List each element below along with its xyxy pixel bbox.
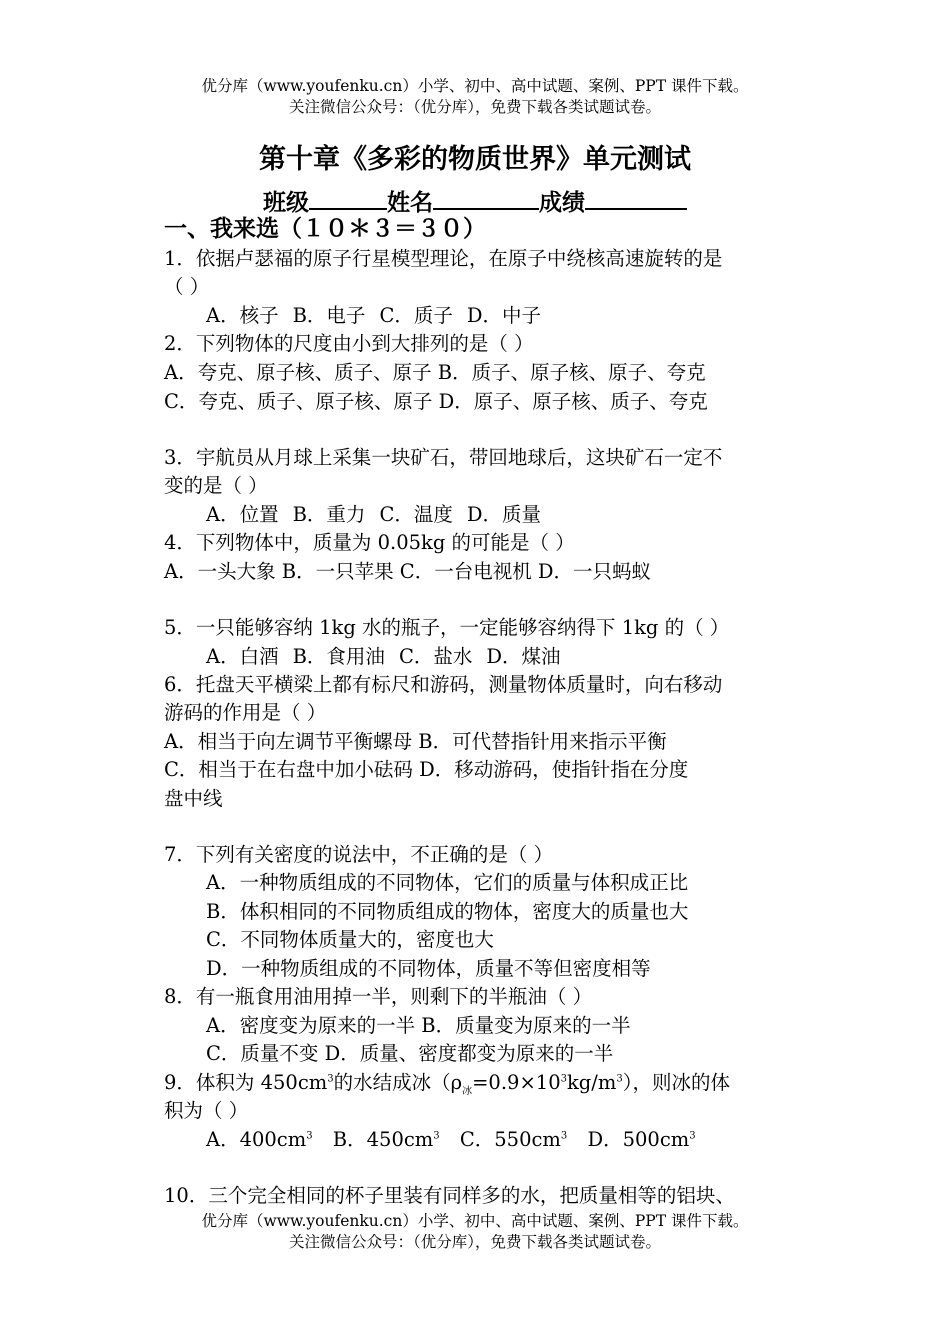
header-line-2: 关注微信公众号：（优分库），免费下载各类试题试卷。 (288, 98, 661, 116)
footer-line-1: 优分库（www.youfenku.cn）小学、初中、高中试题、案例、PPT 课件下载。 (201, 1212, 749, 1230)
q8-options-cd: C．质量不变 D．质量、密度都变为原来的一半 (206, 1042, 614, 1065)
q1-option-c: C．质子 (379, 304, 453, 327)
q3-option-d: D．质量 (466, 503, 541, 526)
q9-stem-part-4: kg/m (566, 1071, 617, 1094)
q6-stem-2: 游码的作用是（ ） (164, 701, 327, 724)
q1-options (206, 302, 541, 330)
q2-options-ab: A．夸克、原子核、质子、原子 B．质子、原子核、原子、夸克 (164, 361, 706, 384)
q4-options: A．一头大象 B．一只苹果 C．一台电视机 D．一只蚂蚁 (164, 560, 652, 583)
q3-option-b: B．重力 (292, 503, 366, 526)
q8-stem: 8．有一瓶食用油用掉一半，则剩下的半瓶油（ ） (164, 985, 593, 1008)
q7-option-d: D．一种物质组成的不同物体，质量不等但密度相等 (206, 957, 651, 980)
score-label: 成绩 (539, 189, 585, 216)
q10-stem: 10．三个完全相同的杯子里装有同样多的水，把质量相等的铝块、 (164, 1184, 735, 1207)
class-label: 班级 (263, 189, 309, 216)
q9-option-b: B．$450cm^3$ (332, 1128, 440, 1151)
q3-options (206, 501, 541, 529)
q9-stem-2: 积为（ ） (164, 1099, 249, 1122)
q9-exp: 3 (616, 1073, 623, 1085)
q5-option-a: A．白酒 (206, 645, 279, 668)
q9-exp: 3 (560, 1073, 567, 1085)
class-blank (309, 186, 387, 210)
q5-options (206, 643, 561, 671)
section-heading: 一、我来选（１０＊３＝３０） (164, 215, 486, 242)
q9-stem (164, 1069, 730, 1097)
score-blank (585, 186, 687, 210)
q3-option-a: A．位置 (206, 503, 279, 526)
q7-option-c: C．不同物体质量大的，密度也大 (206, 928, 494, 951)
q7-option-b: B．体积相同的不同物质组成的物体，密度大的质量也大 (206, 900, 689, 923)
q1-option-b: B．电子 (292, 304, 366, 327)
q9-options (206, 1126, 696, 1154)
q1-stem: 1．依据卢瑟福的原子行星模型理论，在原子中绕核高速旋转的是 (164, 247, 723, 270)
q7-stem: 7．下列有关密度的说法中，不正确的是（ ） (164, 843, 554, 866)
q9-stem-part-3: =0.9×10 (472, 1071, 561, 1094)
name-blank (433, 186, 539, 210)
q1-option-d: D．中子 (466, 304, 541, 327)
q7-option-a: A．一种物质组成的不同物体，它们的质量与体积成正比 (206, 871, 689, 894)
q6-options-cd: C．相当于在右盘中加小砝码 D．移动游码，使指针指在分度 (164, 758, 689, 781)
q9-option-c: C．$550cm^3$ (459, 1128, 568, 1151)
q6-options-ab: A．相当于向左调节平衡螺母 B．可代替指针用来指示平衡 (164, 730, 667, 753)
header-line-1: 优分库（www.youfenku.cn）小学、初中、高中试题、案例、PPT 课件下载。 (201, 77, 749, 95)
q5-stem: 5．一只能够容纳 1kg 水的瓶子，一定能够容纳得下 1kg 的（ ） (164, 616, 730, 639)
q9-option-d: D．$500cm^3$ (587, 1128, 696, 1151)
q9-option-a: A．$400cm^3$ (206, 1128, 313, 1151)
page-title: 第十章《多彩的物质世界》单元测试 (259, 144, 691, 175)
q9-stem-part-1: 9．体积为 450cm (164, 1071, 328, 1094)
q9-stem-part-5: ），则冰的体 (622, 1071, 730, 1094)
q4-stem: 4．下列物体中，质量为 0.05kg 的可能是（ ） (164, 531, 575, 554)
q3-option-c: C．温度 (379, 503, 453, 526)
q2-stem: 2．下列物体的尺度由小到大排列的是（ ） (164, 332, 534, 355)
q8-options-ab: A．密度变为原来的一半 B．质量变为原来的一半 (206, 1014, 631, 1037)
q9-ice-subscript: 冰 (462, 1085, 473, 1097)
name-label: 姓名 (387, 189, 433, 216)
q5-option-c: C．盐水 (398, 645, 473, 668)
q6-options-cd-2: 盘中线 (164, 787, 223, 810)
q6-stem: 6．托盘天平横梁上都有标尺和游码，测量物体质量时，向右移动 (164, 673, 723, 696)
q1-stem-2: （ ） (164, 275, 210, 298)
q5-option-b: B．食用油 (292, 645, 385, 668)
q1-option-a: A．核子 (206, 304, 279, 327)
q3-stem: 3．宇航员从月球上采集一块矿石，带回地球后，这块矿石一定不 (164, 446, 723, 469)
q9-stem-part-2: 的水结成冰（ρ (333, 1071, 463, 1094)
footer-line-2: 关注微信公众号：（优分库），免费下载各类试题试卷。 (288, 1233, 661, 1251)
q9-exp: 3 (327, 1073, 334, 1085)
q2-options-cd: C．夸克、质子、原子核、原子 D．原子、原子核、质子、夸克 (164, 390, 708, 413)
q3-stem-2: 变的是（ ） (164, 474, 268, 497)
q5-option-d: D．煤油 (486, 645, 561, 668)
